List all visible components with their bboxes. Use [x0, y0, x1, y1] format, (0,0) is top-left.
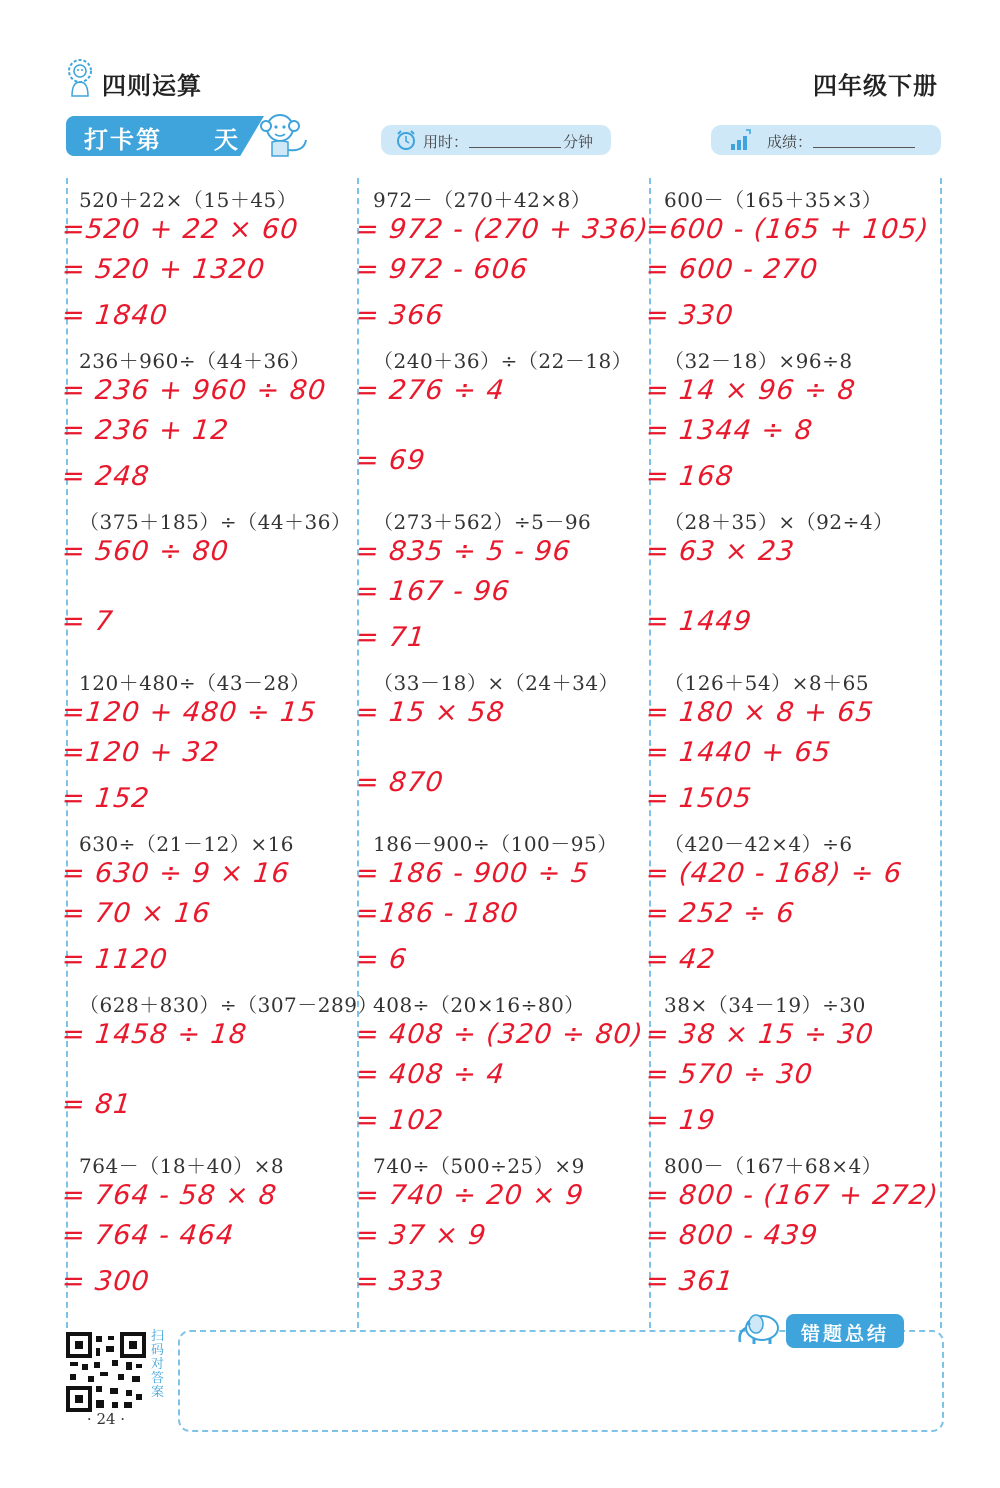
handwritten-step: = 740 ÷ 20 × 9 [354, 1180, 586, 1211]
handwritten-step: = 300 [60, 1266, 152, 1297]
book-title: 四则运算 [102, 72, 202, 100]
problem-expression: （240＋36）÷（22－18） [373, 349, 633, 373]
problem-expression: 800－（167＋68×4） [664, 1154, 883, 1178]
problem-expression: （28＋35）×（92÷4） [664, 510, 894, 534]
mistake-summary-label: 错题总结 [800, 1323, 889, 1345]
time-label: 用时： [423, 133, 469, 151]
handwritten-step: =186 - 180 [354, 898, 521, 929]
time-field[interactable] [381, 125, 611, 155]
column-divider [940, 178, 942, 1328]
problem-expression: （273＋562）÷5－96 [373, 510, 592, 534]
handwritten-step: = 764 - 464 [60, 1220, 236, 1251]
score-label: 成绩： [767, 133, 813, 151]
handwritten-step: = 19 [644, 1105, 718, 1136]
handwritten-step: = 333 [354, 1266, 446, 1297]
handwritten-step: = 835 ÷ 5 - 96 [354, 536, 573, 567]
handwritten-step: = 38 × 15 ÷ 30 [644, 1019, 876, 1050]
problem-expression: 408÷（20×16÷80） [373, 993, 585, 1017]
handwritten-step: = 7 [60, 606, 116, 637]
handwritten-step: =120 + 480 ÷ 15 [60, 697, 319, 728]
handwritten-step: = 42 [644, 944, 718, 975]
checkin-label: 打卡第 天 [84, 126, 240, 154]
handwritten-step: = 800 - (167 + 272) [644, 1180, 941, 1211]
handwritten-step: = 180 × 8 + 65 [644, 697, 876, 728]
handwritten-step: =520 + 22 × 60 [60, 214, 301, 245]
handwritten-step: = 248 [60, 461, 152, 492]
score-field[interactable] [711, 125, 941, 155]
problem-expression: 186－900÷（100－95） [373, 832, 618, 856]
handwritten-step: = 560 ÷ 80 [60, 536, 231, 567]
problem-expression: 630÷（21－12）×16 [79, 832, 295, 856]
handwritten-step: = 6 [354, 944, 410, 975]
handwritten-step: = 1440 + 65 [644, 737, 833, 768]
handwritten-step: = 69 [354, 445, 428, 476]
handwritten-step: = 102 [354, 1105, 446, 1136]
problem-expression: （375＋185）÷（44＋36） [79, 510, 352, 534]
handwritten-step: = 14 × 96 ÷ 8 [644, 375, 858, 406]
handwritten-step: = 1458 ÷ 18 [60, 1019, 249, 1050]
problem-expression: （628＋830）÷（307－289） [79, 993, 378, 1017]
problem-expression: 740÷（500÷25）×9 [373, 1154, 585, 1178]
score-blank[interactable] [813, 147, 915, 148]
time-blank[interactable] [469, 147, 561, 148]
handwritten-step: = 520 + 1320 [60, 254, 267, 285]
scan-for-answers-label: 扫码对答案 [151, 1329, 165, 1400]
handwritten-step: = 1120 [60, 944, 170, 975]
problem-expression: 972－（270＋42×8） [373, 188, 592, 212]
handwritten-step: = 870 [354, 767, 446, 798]
problem-expression: （420－42×4）÷6 [664, 832, 853, 856]
elephant-mascot-icon [734, 1306, 784, 1346]
handwritten-step: = 1449 [644, 606, 754, 637]
handwritten-step: = 15 × 58 [354, 697, 507, 728]
grade-label: 四年级下册 [813, 72, 938, 100]
problem-expression: 236＋960÷（44＋36） [79, 349, 311, 373]
page-number: · 24 · [86, 1410, 126, 1428]
lion-mascot-icon [64, 58, 96, 98]
handwritten-step: = 972 - 606 [354, 254, 530, 285]
trophy-chart-icon [729, 128, 753, 152]
handwritten-step: = 630 ÷ 9 × 16 [60, 858, 292, 889]
handwritten-step: = 408 ÷ 4 [354, 1059, 507, 1090]
problem-expression: 520＋22×（15＋45） [79, 188, 298, 212]
handwritten-step: = 330 [644, 300, 736, 331]
handwritten-step: = 236 + 960 ÷ 80 [60, 375, 328, 406]
problem-expression: 764－（18＋40）×8 [79, 1154, 285, 1178]
handwritten-step: = 167 - 96 [354, 576, 512, 607]
handwritten-step: = 71 [354, 622, 428, 653]
problem-expression: （32－18）×96÷8 [664, 349, 853, 373]
handwritten-step: = 366 [354, 300, 446, 331]
handwritten-step: = 1505 [644, 783, 754, 814]
handwritten-step: = 152 [60, 783, 152, 814]
handwritten-step: = 186 - 900 ÷ 5 [354, 858, 591, 889]
handwritten-step: = 764 - 58 × 8 [60, 1180, 279, 1211]
problem-expression: （126＋54）×8＋65 [664, 671, 870, 695]
monkey-mascot-icon [254, 110, 312, 162]
handwritten-step: = (420 - 168) ÷ 6 [644, 858, 904, 889]
problem-expression: 600－（165＋35×3） [664, 188, 883, 212]
problem-expression: （33－18）×（24＋34） [373, 671, 620, 695]
handwritten-step: = 570 ÷ 30 [644, 1059, 815, 1090]
handwritten-step: = 600 - 270 [644, 254, 820, 285]
handwritten-step: =600 - (165 + 105) [644, 214, 931, 245]
handwritten-step: = 1840 [60, 300, 170, 331]
handwritten-step: = 800 - 439 [644, 1220, 820, 1251]
alarm-clock-icon [395, 129, 417, 151]
handwritten-step: = 81 [60, 1089, 134, 1120]
handwritten-step: = 276 ÷ 4 [354, 375, 507, 406]
handwritten-step: = 252 ÷ 6 [644, 898, 797, 929]
handwritten-step: = 361 [644, 1266, 736, 1297]
handwritten-step: = 168 [644, 461, 736, 492]
handwritten-step: = 236 + 12 [60, 415, 231, 446]
handwritten-step: = 37 × 9 [354, 1220, 489, 1251]
checkin-banner [66, 116, 264, 156]
problem-expression: 120＋480÷（43－28） [79, 671, 311, 695]
handwritten-step: = 70 × 16 [60, 898, 213, 929]
handwritten-step: = 972 - (270 + 336) [354, 214, 651, 245]
handwritten-step: = 1344 ÷ 8 [644, 415, 815, 446]
time-unit: 分钟 [563, 133, 594, 151]
column-divider [357, 178, 359, 1328]
qr-code-icon[interactable] [66, 1332, 146, 1412]
problem-expression: 38×（34－19）÷30 [664, 993, 866, 1017]
handwritten-step: =120 + 32 [60, 737, 221, 768]
page-header [0, 0, 1000, 120]
handwritten-step: = 408 ÷ (320 ÷ 80) [354, 1019, 645, 1050]
mistake-summary-tab [786, 1314, 904, 1348]
handwritten-step: = 63 × 23 [644, 536, 797, 567]
